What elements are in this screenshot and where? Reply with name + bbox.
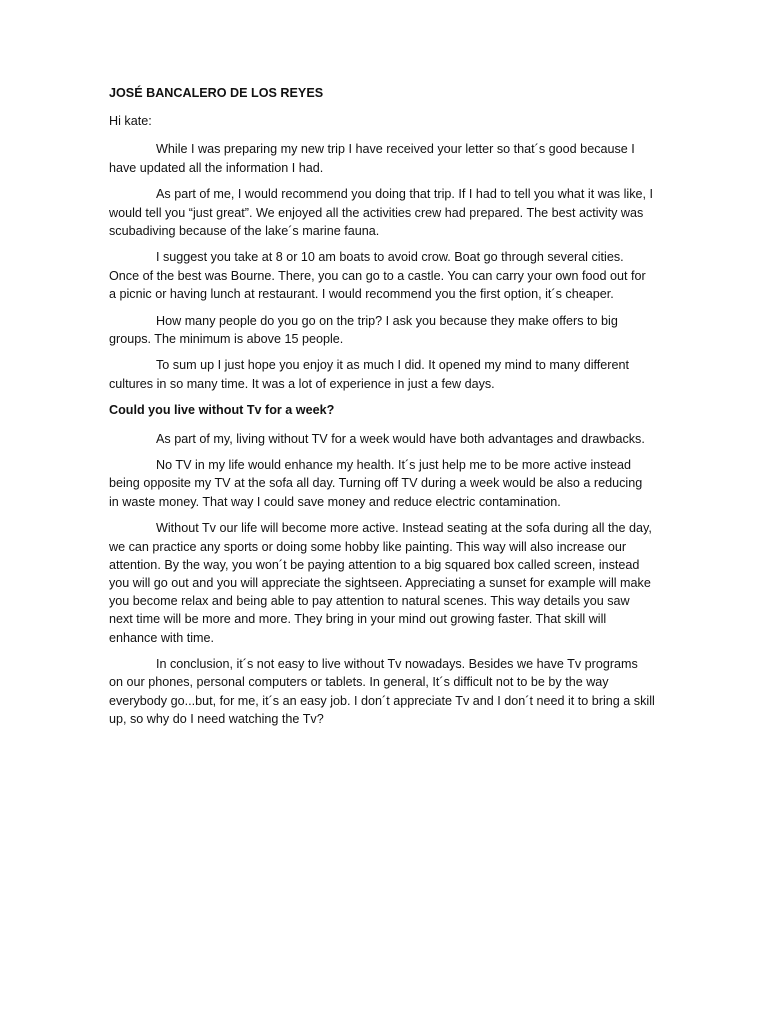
- letter-paragraph-1: While I was preparing my new trip I have received your letter so that´s good because I have updated all the information I had.: [109, 142, 635, 175]
- letter-paragraph-3: I suggest you take at 8 or 10 am boats to avoid crow. Boat go through several cities. Once of the best was Bourne. There, you can go to a castle. You can carry your own food out for a picnic or having lunch at restaurant. I would recommend you the first option, it´s cheaper.: [109, 250, 646, 301]
- letter-paragraph-5: To sum up I just hope you enjoy it as much I did. It opened my mind to many different cultures in so many time. It was a lot of experience in just a few days.: [109, 358, 629, 391]
- essay-title: Could you live without Tv for a week?: [109, 403, 335, 418]
- letter-paragraph-2: As part of me, I would recommend you doing that trip. If I had to tell you what it was like, I would tell you “just great”. We enjoyed all the activities crew had prepared. The best activity was scubadiving because of the lake´s marine fauna.: [109, 187, 653, 238]
- essay-paragraph-3: Without Tv our life will become more active. Instead seating at the sofa during all the day, we can practice any sports or doing some hobby like painting. This way will also increase our attention. By the way, you won´t be paying attention to a big squared box called screen, instead you will go out and you will appreciate the sightseen. Appreciating a sunset for example will make you become relax and being able to pay attention to natural scenes. This way details you saw next time will be more and more. They bring in your mind out growing faster. That skill will enhance with time.: [109, 521, 652, 645]
- letter-paragraph-4: How many people do you go on the trip? I ask you because they make offers to big groups. The minimum is above 15 people.: [109, 313, 618, 346]
- author-name: JOSÉ BANCALERO DE LOS REYES: [109, 86, 324, 100]
- essay-paragraph-4: In conclusion, it´s not easy to live without Tv nowadays. Besides we have Tv programs on our phones, personal computers or tablets. In general, It´s difficult not to be by the way everybody go...but, for me, it´s an easy job. I don´t appreciate Tv and I don´t need it to bring a skill up, so why do I need watching the Tv?: [109, 657, 655, 726]
- document-page: [109, 84, 655, 737]
- essay-paragraph-2: No TV in my life would enhance my health. It´s just help me to be more active instead being opposite my TV at the sofa all day. Turning off TV during a week would be also a reducing in waste money. That way I could save money and reduce electric contamination.: [109, 458, 643, 509]
- letter-greeting: Hi kate:: [109, 114, 152, 129]
- essay-paragraph-1: As part of my, living without TV for a week would have both advantages and drawbacks.: [156, 431, 645, 446]
